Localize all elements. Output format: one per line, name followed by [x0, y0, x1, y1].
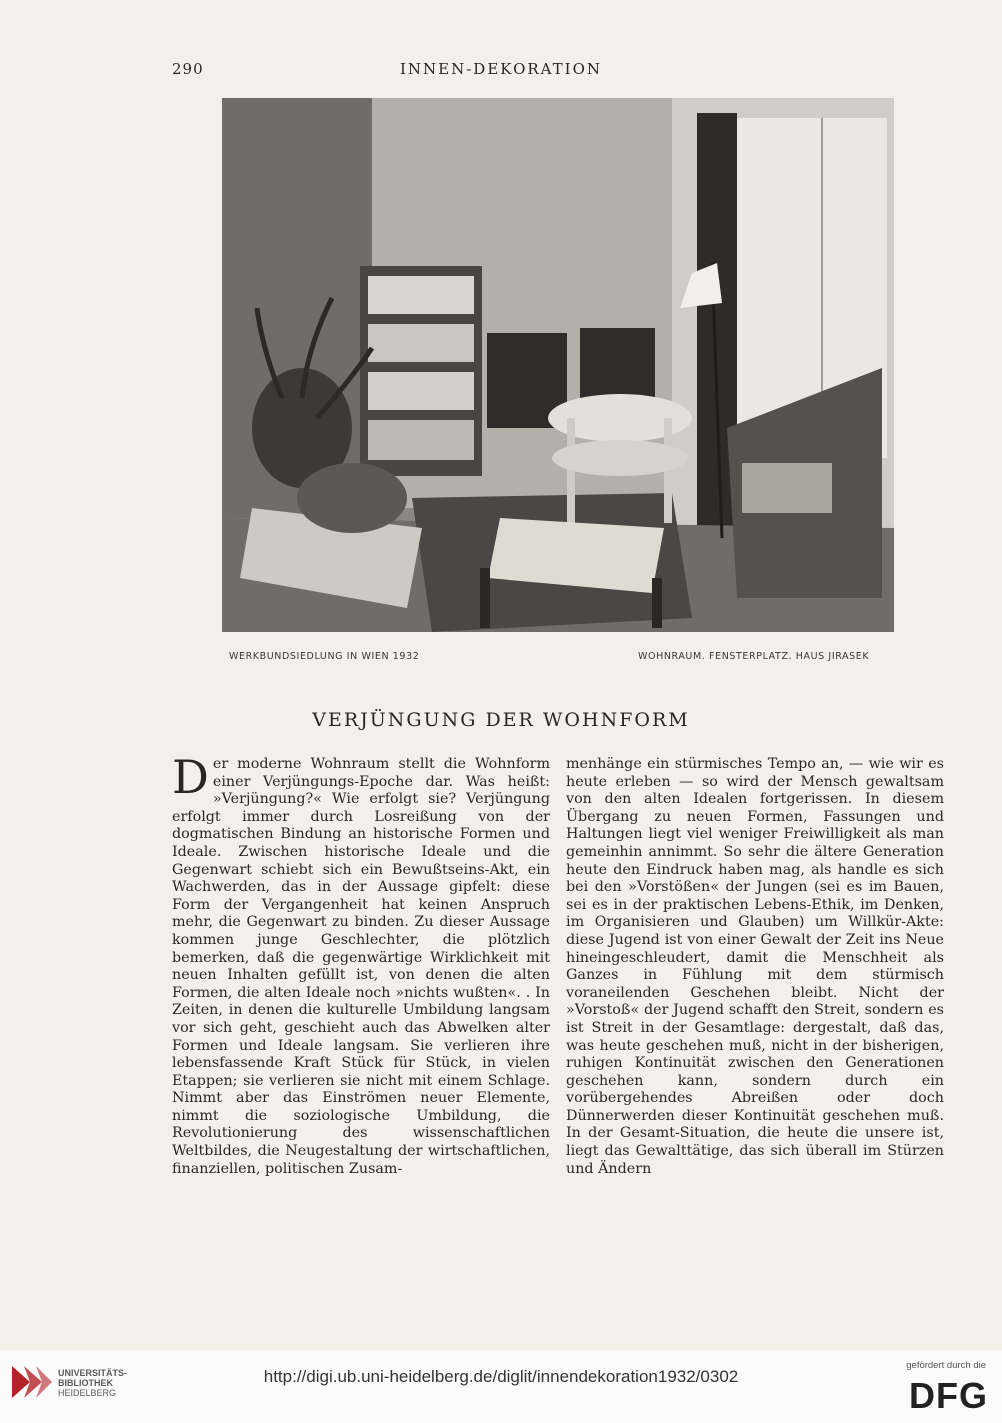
library-line-2: BIBLIOTHEK [58, 1378, 113, 1388]
caption-right: WOHNRAUM. FENSTERPLATZ. HAUS JIRASEK [638, 651, 870, 662]
right-column-text: menhänge ein stürmisches Tempo an, — wie wir es heute erleben — so wird der Mensch gewaltsam von den alten Idealen fortgerissen. In diesem Übergang zu neuen Formen, Fassungen und Haltungen liegt viel weniger Freiwilligkeit als man gemeinhin annimmt. So sehr die ältere Generation heute den Eindruck haben mag, als handle es sich bei den »Vorstößen« der Jungen (sei es im Bauen, sei es in der praktischen Lebens-Ethik, im Denken, im Organisieren und Glauben) um Willkür-Akte: diese Jugend ist von einer Gewalt der Zeit ins Neue hineingeschleudert, damit die Menschheit als Ganzes in Fühlung mit dem stürmisch voraneilenden Geschehen bleibt. Nicht der »Vorstoß« der Jugend schafft den Streit, sondern es ist Streit in der Gesamtlage: dergestalt, daß das, was heute geschehen muß, nicht in der bisherigen, ruhigen Kontinuität zwischen den Generationen geschehen kann, sondern durch ein vorübergehendes Abreißen oder doch Dünnerwerden dieser Kontinuität geschehen muß. In der Gesamt-Situation, die heute die unsere ist, liegt das Gewalttätige, das sich überall im Stürzen und Ändern [566, 756, 944, 1177]
library-line-1: UNIVERSITÄTS- [58, 1368, 128, 1378]
text-column-right [566, 756, 944, 1178]
page-number: 290 [172, 60, 204, 78]
funded-by-label: gefördert durch die [906, 1360, 986, 1371]
source-url-link[interactable]: http://digi.ub.uni-heidelberg.de/diglit/innendekoration1932/0302 [263, 1367, 739, 1386]
interior-photograph [222, 98, 894, 632]
left-column-text: er moderne Wohnraum stellt die Wohnform einer Verjüngungs-Epoche dar. Was heißt: »Verjüngung?« Wie erfolgt sie? Verjüngung erfolgt immer durch Losreißung von der dogmatischen Bindung an historische Formen und Ideale. Zwischen historische Ideale und die Gegenwart schiebt sich ein Bewußtseins-Akt, ein Wachwerden, das in der Aussage gipfelt: diese Form der Vergangenheit hat keinen Anspruch mehr, die Gegenwart zu binden. Zu dieser Aussage kommen junge Geschlechter, die plötzlich bemerken, daß die gegenwärtige Wirklichkeit mit neuen Inhalten gefüllt ist, von denen die alten Formen, die alten Ideale noch »nichts wußten«. . In Zeiten, in denen die kulturelle Umbildung langsam vor sich geht, geschieht auch das Abwelken alter Formen und Ideale langsam. Sie verlieren ihre lebensfassende Kraft Stück für Stück, in vielen Etappen; sie verlieren sie nicht mit einem Schlage. Nimmt aber das Einströmen neuer Elemente, nimmt die soziologische Umbildung, die Revolutionierung des wissenschaftlichen Weltbildes, die Neugestaltung der wirtschaftlichen, finanziellen, politischen Zusam- [172, 756, 550, 1177]
caption-left: WERKBUNDSIEDLUNG IN WIEN 1932 [229, 651, 420, 662]
dfg-logo: DFG [909, 1375, 988, 1416]
text-column-left [172, 750, 550, 1178]
running-head: INNEN-DEKORATION [399, 60, 603, 78]
library-line-3: HEIDELBERG [58, 1388, 117, 1398]
article-title: VERJÜNGUNG DER WOHNFORM [312, 709, 690, 731]
drop-cap: D [172, 750, 209, 804]
footer-bar [0, 1350, 1002, 1423]
